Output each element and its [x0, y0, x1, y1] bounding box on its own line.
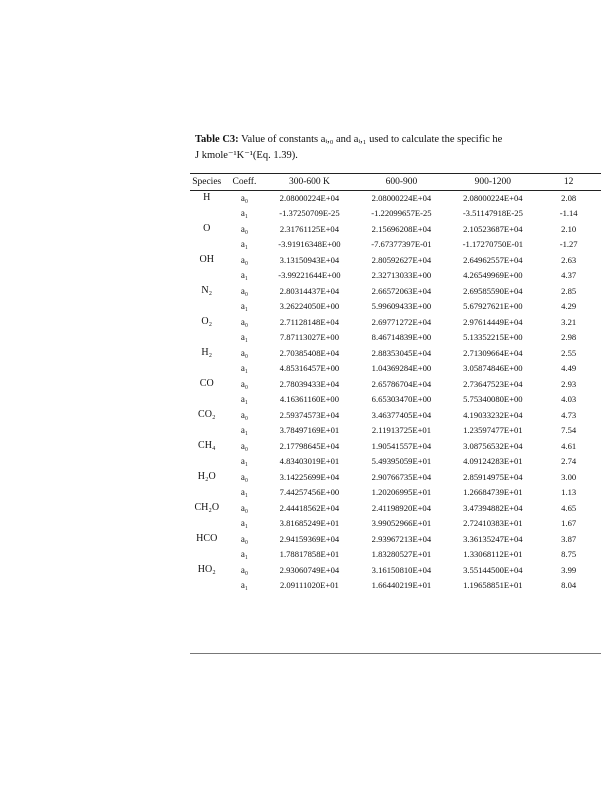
value-cell: 2.80314437E+04 [279, 285, 340, 296]
value-cell: 1.04369284E+00 [371, 363, 432, 374]
species-cell: H₂ [201, 347, 213, 359]
species-cell [190, 361, 223, 377]
species-cell [190, 206, 223, 222]
table-body [190, 190, 601, 593]
species-cell: CO₂ [198, 409, 216, 421]
species-cell [190, 454, 223, 470]
coeff-cell: a₀ [240, 471, 249, 482]
species-cell [190, 299, 223, 315]
value-cell: 2.09111020E+01 [279, 580, 339, 591]
caption-text-line2: J kmole⁻¹K⁻¹(Eq. 1.39). [195, 150, 298, 161]
value-cell: 3.13150943E+04 [279, 254, 340, 265]
value-cell: 8.75 [561, 549, 577, 560]
coeff-cell: a₁ [240, 549, 249, 560]
value-cell: 2.59374573E+04 [279, 409, 340, 420]
value-cell: 2.63 [561, 254, 577, 265]
table-row [190, 330, 601, 346]
value-cell: 7.54 [561, 425, 577, 436]
species-cell: H₂O [197, 471, 216, 483]
coeff-cell: a₁ [240, 332, 249, 343]
species-cell [190, 547, 223, 563]
value-cell: 2.85 [561, 285, 577, 296]
value-cell: 2.15696208E+04 [371, 223, 432, 234]
value-cell: 2.55 [561, 347, 577, 358]
value-cell: -1.22099657E-25 [371, 208, 432, 219]
species-cell: HCO [196, 533, 218, 545]
table-row [190, 407, 601, 423]
value-cell: 2.08 [561, 192, 577, 203]
species-cell [190, 485, 223, 501]
value-cell: 3.55144500E+04 [463, 564, 523, 575]
document-page-clip [190, 122, 601, 662]
table-row [190, 237, 601, 253]
value-cell: 2.73647523E+04 [463, 378, 523, 389]
value-cell: 3.14225699E+04 [279, 471, 340, 482]
species-cell: HO₂ [197, 564, 216, 576]
coeff-cell: a₁ [240, 518, 249, 529]
value-cell: 1.83280527E+01 [371, 549, 432, 560]
table-row [190, 221, 601, 237]
species-cell: O₂ [201, 316, 213, 328]
value-cell: 1.20206995E+01 [371, 487, 432, 498]
value-cell: 3.05874846E+00 [463, 363, 523, 374]
value-cell: 1.90541557E+04 [371, 440, 432, 451]
species-cell [190, 423, 223, 439]
value-cell: 4.26549969E+00 [463, 270, 523, 281]
value-cell: 5.75340080E+00 [463, 394, 523, 405]
value-cell: 3.87 [561, 533, 577, 544]
value-cell: 4.49 [561, 363, 577, 374]
value-cell: 2.93 [561, 378, 577, 389]
coeff-cell: a₀ [240, 409, 249, 420]
value-cell: 2.08000224E+04 [371, 192, 432, 203]
header-range-300-600: 300-600 K [288, 177, 330, 187]
header-range-600-900: 600-900 [385, 177, 418, 187]
table-row [190, 392, 601, 408]
value-cell: 2.70385408E+04 [279, 347, 340, 358]
value-cell: 2.71309664E+04 [463, 347, 523, 358]
value-cell: 2.69585590E+04 [463, 285, 523, 296]
value-cell: 2.71128148E+04 [279, 316, 340, 327]
coeff-cell: a₀ [240, 192, 249, 203]
value-cell: 3.99052966E+01 [371, 518, 432, 529]
value-cell: 3.08756532E+04 [463, 440, 523, 451]
value-cell: 5.13352215E+00 [463, 332, 523, 343]
value-cell: -1.37250709E-25 [279, 208, 340, 219]
value-cell: 1.23597477E+01 [463, 425, 523, 436]
value-cell: 2.31761125E+04 [279, 223, 340, 234]
table-row [190, 423, 601, 439]
value-cell: 2.69771272E+04 [371, 316, 432, 327]
value-cell: 4.65 [561, 502, 577, 513]
value-cell: 2.10 [561, 223, 577, 234]
value-cell: -3.51147918E-25 [462, 208, 523, 219]
value-cell: 2.08000224E+04 [279, 192, 340, 203]
value-cell: 1.33068112E+01 [463, 549, 523, 560]
coeff-cell: a₀ [240, 378, 249, 389]
coeff-cell: a₀ [240, 316, 249, 327]
value-cell: 1.67 [561, 518, 577, 529]
value-cell: 2.90766735E+04 [371, 471, 432, 482]
caption-text-line1: Value of constants aᵢ,₀ and aᵢ,₁ used to calculate the specific he [241, 134, 503, 145]
value-cell: -3.99221644E+00 [278, 270, 341, 281]
table-row [190, 376, 601, 392]
value-cell: 2.66572063E+04 [371, 285, 432, 296]
value-cell: 2.08000224E+04 [463, 192, 523, 203]
species-cell: H [203, 192, 211, 204]
species-cell [190, 578, 223, 594]
species-cell [190, 516, 223, 532]
coeff-cell: a₁ [240, 363, 249, 374]
value-cell: 6.65303470E+00 [371, 394, 432, 405]
value-cell: 3.47394882E+04 [463, 502, 523, 513]
species-cell: CH₂O [194, 502, 220, 514]
table-row [190, 516, 601, 532]
value-cell: 2.32713033E+00 [371, 270, 432, 281]
coeff-cell: a₁ [240, 425, 249, 436]
value-cell: 2.11913725E+01 [371, 425, 432, 436]
table-caption [195, 132, 601, 164]
value-cell: 4.85316457E+00 [279, 363, 340, 374]
table-row [190, 469, 601, 485]
value-cell: 4.73 [561, 409, 577, 420]
species-cell [190, 237, 223, 253]
coeff-cell: a₁ [240, 394, 249, 405]
table-row [190, 206, 601, 222]
value-cell: 5.99609433E+00 [371, 301, 432, 312]
header-coeff: Coeff. [232, 177, 257, 187]
value-cell: -3.91916348E+00 [278, 239, 341, 250]
value-cell: 2.74 [561, 456, 577, 467]
value-cell: 2.94159369E+04 [279, 533, 340, 544]
coeff-cell: a₀ [240, 564, 249, 575]
value-cell: 4.61 [561, 440, 577, 451]
coeff-cell: a₀ [240, 254, 249, 265]
table-row [190, 283, 601, 299]
value-cell: 1.66440219E+01 [371, 580, 432, 591]
coeff-cell: a₀ [240, 285, 249, 296]
table-bottom-rule [190, 653, 601, 654]
value-cell: 3.21 [561, 316, 577, 327]
value-cell: 5.49395059E+01 [371, 456, 432, 467]
species-cell: OH [199, 254, 214, 266]
constants-table [190, 174, 601, 593]
table-row [190, 314, 601, 330]
species-cell: N₂ [201, 285, 213, 297]
coeff-cell: a₁ [240, 239, 249, 250]
value-cell: 3.99 [561, 564, 577, 575]
species-cell: CH₄ [198, 440, 216, 452]
species-cell [190, 268, 223, 284]
value-cell: 2.72410383E+01 [463, 518, 523, 529]
coeff-cell: a₁ [240, 456, 249, 467]
table-row [190, 578, 601, 594]
table-row [190, 345, 601, 361]
coeff-cell: a₁ [240, 208, 249, 219]
value-cell: 4.29 [561, 301, 577, 312]
caption-label: Table C3: [195, 134, 239, 145]
value-cell: 1.19658851E+01 [463, 580, 523, 591]
value-cell: 2.65786704E+04 [371, 378, 432, 389]
value-cell: 2.10523687E+04 [463, 223, 523, 234]
table-row [190, 190, 601, 206]
species-cell: O [203, 223, 211, 235]
table-row [190, 500, 601, 516]
value-cell: 3.81685249E+01 [279, 518, 340, 529]
value-cell: -1.14 [559, 208, 578, 219]
value-cell: 1.13 [561, 487, 577, 498]
value-cell: 3.78497169E+01 [279, 425, 340, 436]
value-cell: 2.97614449E+04 [463, 316, 523, 327]
coeff-cell: a₀ [240, 533, 249, 544]
coeff-cell: a₁ [240, 580, 249, 591]
table-row [190, 485, 601, 501]
value-cell: 7.87113027E+00 [279, 332, 340, 343]
value-cell: 2.41198920E+04 [371, 502, 432, 513]
value-cell: 3.16150810E+04 [371, 564, 432, 575]
table-header-row [190, 174, 601, 190]
table-row [190, 361, 601, 377]
value-cell: 2.78039433E+04 [279, 378, 340, 389]
coeff-cell: a₁ [240, 270, 249, 281]
value-cell: 3.36135247E+04 [463, 533, 523, 544]
table-row [190, 252, 601, 268]
value-cell: 2.17798645E+04 [279, 440, 340, 451]
table-row [190, 268, 601, 284]
value-cell: 3.46377405E+04 [371, 409, 432, 420]
value-cell: 3.26224050E+00 [279, 301, 340, 312]
value-cell: 4.37 [561, 270, 577, 281]
value-cell: 4.03 [561, 394, 577, 405]
value-cell: 4.19033232E+04 [463, 409, 523, 420]
coeff-cell: a₁ [240, 301, 249, 312]
value-cell: 2.98 [561, 332, 577, 343]
value-cell: 2.88353045E+04 [371, 347, 432, 358]
value-cell: -1.17270750E-01 [462, 239, 524, 250]
value-cell: 2.93060749E+04 [279, 564, 340, 575]
value-cell: 3.00 [561, 471, 577, 482]
value-cell: 4.09124283E+01 [463, 456, 523, 467]
coeff-cell: a₀ [240, 440, 249, 451]
value-cell: 2.44418562E+04 [279, 502, 340, 513]
value-cell: 2.80592627E+04 [371, 254, 432, 265]
species-cell [190, 330, 223, 346]
value-cell: 8.04 [561, 580, 577, 591]
value-cell: 4.83403019E+01 [279, 456, 340, 467]
value-cell: 2.93967213E+04 [371, 533, 432, 544]
species-cell [190, 392, 223, 408]
table-row [190, 547, 601, 563]
species-cell: CO [199, 378, 214, 390]
table-row [190, 531, 601, 547]
value-cell: 7.44257456E+00 [279, 487, 340, 498]
header-range-1200-truncated: 12 [563, 177, 574, 187]
table-row [190, 438, 601, 454]
value-cell: 4.16361160E+00 [279, 394, 340, 405]
table-row [190, 454, 601, 470]
value-cell: 2.64962557E+04 [463, 254, 523, 265]
value-cell: 2.85914975E+04 [463, 471, 523, 482]
coeff-cell: a₁ [240, 487, 249, 498]
header-range-900-1200: 900-1200 [474, 177, 512, 187]
value-cell: 1.26684739E+01 [463, 487, 523, 498]
coeff-cell: a₀ [240, 347, 249, 358]
value-cell: 8.46714839E+00 [371, 332, 432, 343]
value-cell: 1.78817858E+01 [279, 549, 340, 560]
header-species: Species [192, 177, 222, 187]
table-row [190, 299, 601, 315]
coeff-cell: a₀ [240, 223, 249, 234]
value-cell: -1.27 [559, 239, 578, 250]
value-cell: 5.67927621E+00 [463, 301, 523, 312]
coeff-cell: a₀ [240, 502, 249, 513]
value-cell: -7.67377397E-01 [371, 239, 432, 250]
table-row [190, 562, 601, 578]
